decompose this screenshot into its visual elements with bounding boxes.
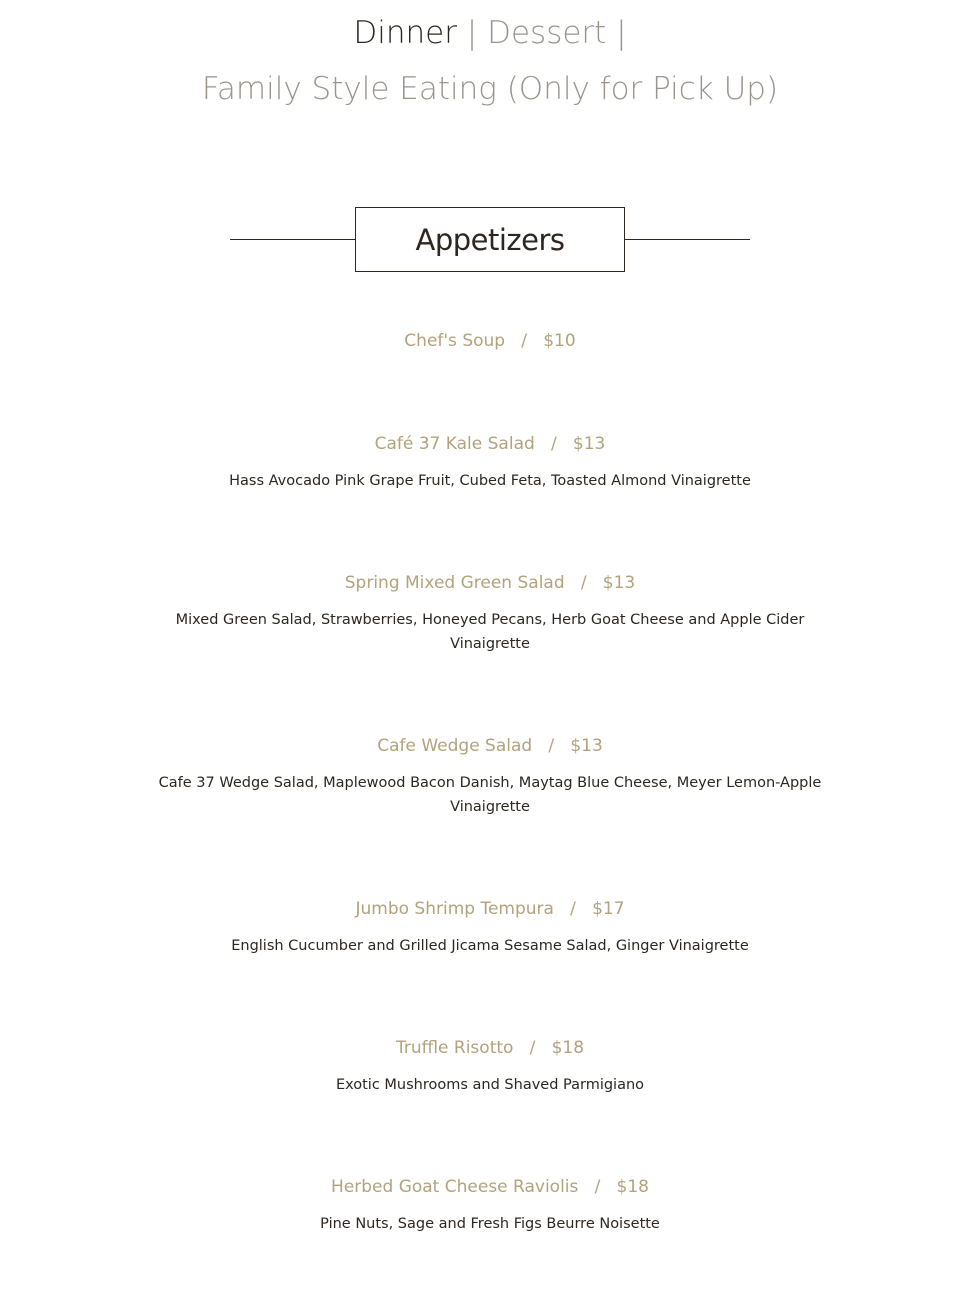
nav-family-style-link[interactable]: Family Style Eating (Only for Pick Up) xyxy=(201,71,779,107)
menu-item-description: Exotic Mushrooms and Shaved Parmigiano xyxy=(335,1077,645,1093)
menu-item-title: Cafe Wedge Salad / $13 xyxy=(377,736,603,756)
menu-item-description: Pine Nuts, Sage and Fresh Figs Beurre Noisette xyxy=(320,1216,660,1232)
nav-separator: | xyxy=(606,15,627,51)
menu-item-description: Cafe 37 Wedge Salad, Maplewood Bacon Danish, Maytag Blue Cheese, Meyer Lemon-Apple Vinaigrette xyxy=(158,775,822,815)
section-title: Appetizers xyxy=(415,222,565,257)
menu-item-title: Chef's Soup / $10 xyxy=(404,331,576,351)
nav-dinner-link[interactable]: Dinner xyxy=(353,15,457,51)
section-heading-box xyxy=(355,207,625,272)
menu-item-title: Herbed Goat Cheese Raviolis / $18 xyxy=(331,1177,649,1197)
menu-item-title: Spring Mixed Green Salad / $13 xyxy=(344,573,636,593)
menu-item-title: Jumbo Shrimp Tempura / $17 xyxy=(355,899,625,919)
section-divider-right xyxy=(624,239,750,240)
menu-nav xyxy=(0,12,965,54)
menu-item-description: Mixed Green Salad, Strawberries, Honeyed Pecans, Herb Goat Cheese and Apple Cider Vinaigrette xyxy=(175,612,805,652)
menu-item-title: Café 37 Kale Salad / $13 xyxy=(374,434,606,454)
menu-nav-row-2 xyxy=(0,68,965,110)
menu-item-title: Truffle Risotto / $18 xyxy=(395,1038,585,1058)
menu-item-description: English Cucumber and Grilled Jicama Sesame Salad, Ginger Vinaigrette xyxy=(231,938,749,954)
menu-item-description: Hass Avocado Pink Grape Fruit, Cubed Feta, Toasted Almond Vinaigrette xyxy=(229,473,751,489)
nav-separator: | xyxy=(456,15,488,51)
nav-dessert-link[interactable]: Dessert xyxy=(487,15,607,51)
section-divider-left xyxy=(230,239,356,240)
